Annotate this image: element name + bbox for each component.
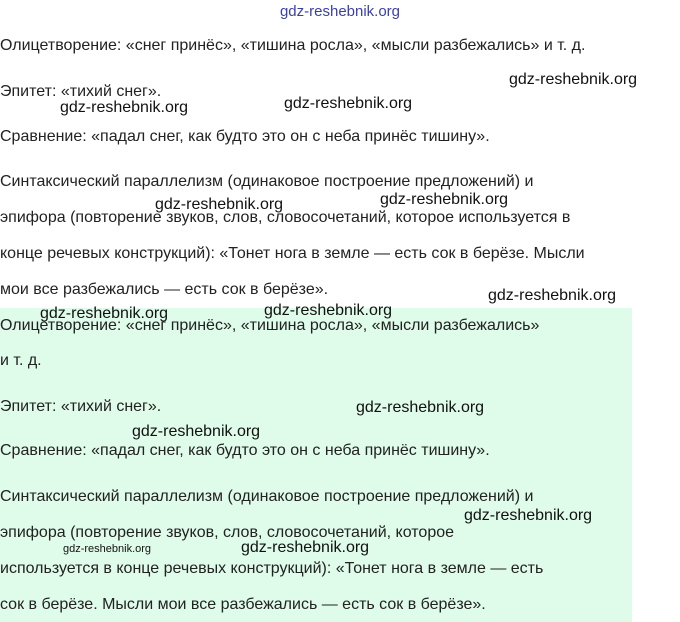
watermark: gdz-reshebnik.org <box>60 99 189 116</box>
answer2-line-personification-2: и т. д. <box>0 352 42 369</box>
watermark: gdz-reshebnik.org <box>264 302 393 319</box>
answer2-line-parallelism-4: сок в берёзе. Мысли мои все разбежались — есть сок в берёзе». <box>0 596 486 613</box>
answer1-line-parallelism-3: конце речевых конструкций): «Тонет нога в земле — есть сок в берёзе. Мысли <box>0 245 585 262</box>
answer1-line-personification: Олицетворение: «снег принёс», «тишина росла», «мысли разбежались» и т. д. <box>0 37 586 54</box>
answer1-line-comparison: Сравнение: «падал снег, как будто это он с неба принёс тишину». <box>0 128 490 145</box>
watermark: gdz-reshebnik.org <box>40 305 169 322</box>
answer2-line-epithet: Эпитет: «тихий снег». <box>0 398 162 415</box>
answer1-line-parallelism-4: мои все разбежались — есть сок в берёзе». <box>0 281 329 298</box>
watermark: gdz-reshebnik.org <box>380 191 509 208</box>
watermark: gdz-reshebnik.org <box>155 196 284 213</box>
watermark: gdz-reshebnik.org <box>63 543 152 555</box>
watermark: gdz-reshebnik.org <box>488 287 617 304</box>
answer1-line-parallelism-2: эпифора (повторение звуков, слов, словосочетаний, которое используется в <box>0 209 571 226</box>
site-header-link[interactable]: gdz-reshebnik.org <box>279 3 401 20</box>
watermark: gdz-reshebnik.org <box>241 539 370 556</box>
watermark: gdz-reshebnik.org <box>464 507 593 524</box>
answer2-line-personification-1: Олицетворение: «снег принёс», «тишина росла», «мысли разбежались» <box>0 317 540 334</box>
answer2-line-parallelism-2: эпифора (повторение звуков, слов, словосочетаний, которое <box>0 524 455 541</box>
watermark: gdz-reshebnik.org <box>284 95 413 112</box>
watermark: gdz-reshebnik.org <box>132 423 261 440</box>
answer2-line-parallelism-1: Синтаксический параллелизм (одинаковое построение предложений) и <box>0 488 534 505</box>
answer2-line-parallelism-3: используется в конце речевых конструкций): «Тонет нога в земле — есть <box>0 560 544 577</box>
watermark: gdz-reshebnik.org <box>356 399 485 416</box>
answer2-line-comparison: Сравнение: «падал снег, как будто это он с неба принёс тишину». <box>0 442 490 459</box>
answer1-line-parallelism-1: Синтаксический параллелизм (одинаковое построение предложений) и <box>0 173 534 190</box>
answer1-line-epithet: Эпитет: «тихий снег». <box>0 83 162 100</box>
watermark: gdz-reshebnik.org <box>509 71 638 88</box>
